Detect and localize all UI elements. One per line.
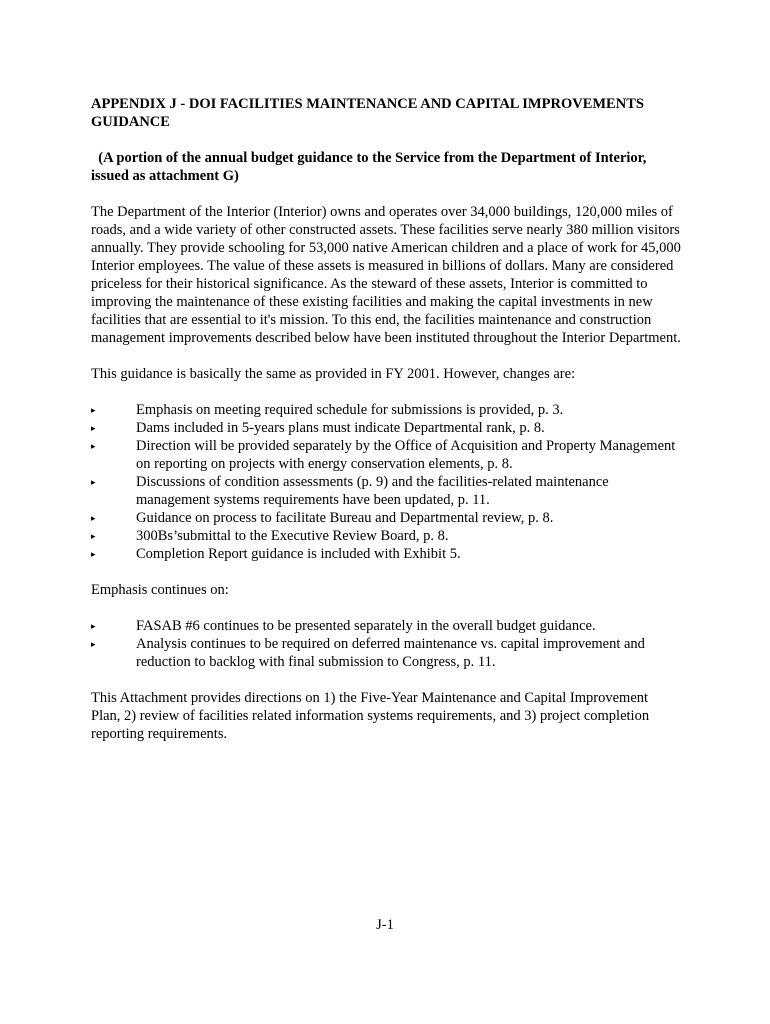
- list-item-text: Guidance on process to facilitate Bureau and Departmental review, p. 8.: [136, 510, 554, 526]
- bullet-icon: ▸: [91, 549, 96, 559]
- bullet-icon: ▸: [91, 477, 96, 487]
- document-title: APPENDIX J - DOI FACILITIES MAINTENANCE AND CAPITAL IMPROVEMENTS GUIDANCE: [91, 96, 644, 130]
- list-item: [91, 437, 681, 473]
- page-number: J-1: [376, 917, 394, 933]
- list-item-text: 300Bs’submittal to the Executive Review Board, p. 8.: [136, 528, 449, 544]
- list-item: [91, 545, 681, 563]
- changes-list: [91, 401, 681, 563]
- list-item: [91, 401, 681, 419]
- bullet-icon: ▸: [91, 531, 96, 541]
- bullet-icon: ▸: [91, 405, 96, 415]
- list-item: [91, 509, 681, 527]
- emphasis-list: [91, 617, 681, 671]
- list-item: [91, 473, 681, 509]
- list-item: [91, 527, 681, 545]
- intro-paragraph: The Department of the Interior (Interior) owns and operates over 34,000 buildings, 120,000 miles of roads, and a wide variety of other constructed assets. These facilities serve nearly 380 million visitors annually. They provide schooling for 53,000 native American children and a place of work for 45,000 Interior employees. The value of these assets is measured in billions of dollars. Many are considered priceless for their historical significance. As the steward of these assets, Interior is committed to improving the maintenance of these existing facilities and making the capital investments in new facilities that are essential to it's mission. To this end, the facilities maintenance and construction management improvements described below have been instituted throughout the Interior Department.: [91, 204, 681, 346]
- changes-intro: This guidance is basically the same as provided in FY 2001. However, changes are:: [91, 366, 576, 382]
- list-item-text: Emphasis on meeting required schedule for submissions is provided, p. 3.: [136, 402, 564, 418]
- document-page: [91, 95, 681, 743]
- list-item-text: FASAB #6 continues to be presented separately in the overall budget guidance.: [136, 618, 596, 634]
- list-item-text: Analysis continues to be required on deferred maintenance vs. capital improvement and reduction to backlog with final submission to Congress, p. 11.: [136, 636, 645, 670]
- list-item: [91, 617, 681, 635]
- list-item-text: Discussions of condition assessments (p. 9) and the facilities-related maintenance management systems requirements have been updated, p. 11.: [136, 474, 609, 508]
- closing-paragraph: This Attachment provides directions on 1) the Five-Year Maintenance and Capital Improvement Plan, 2) review of facilities related information systems requirements, and 3) project completion reporting requirements.: [91, 690, 650, 742]
- document-subtitle: (A portion of the annual budget guidance to the Service from the Department of Interior, issued as attachment G): [91, 150, 651, 184]
- list-item-text: Direction will be provided separately by the Office of Acquisition and Property Management on reporting on projects with energy conservation elements, p. 8.: [136, 438, 676, 472]
- list-item: [91, 635, 681, 671]
- list-item: [91, 419, 681, 437]
- bullet-icon: ▸: [91, 423, 96, 433]
- bullet-icon: ▸: [91, 513, 96, 523]
- emphasis-intro: Emphasis continues on:: [91, 582, 229, 598]
- list-item-text: Completion Report guidance is included with Exhibit 5.: [136, 546, 461, 562]
- bullet-icon: ▸: [91, 639, 96, 649]
- list-item-text: Dams included in 5-years plans must indicate Departmental rank, p. 8.: [136, 420, 545, 436]
- bullet-icon: ▸: [91, 621, 96, 631]
- bullet-icon: ▸: [91, 441, 96, 451]
